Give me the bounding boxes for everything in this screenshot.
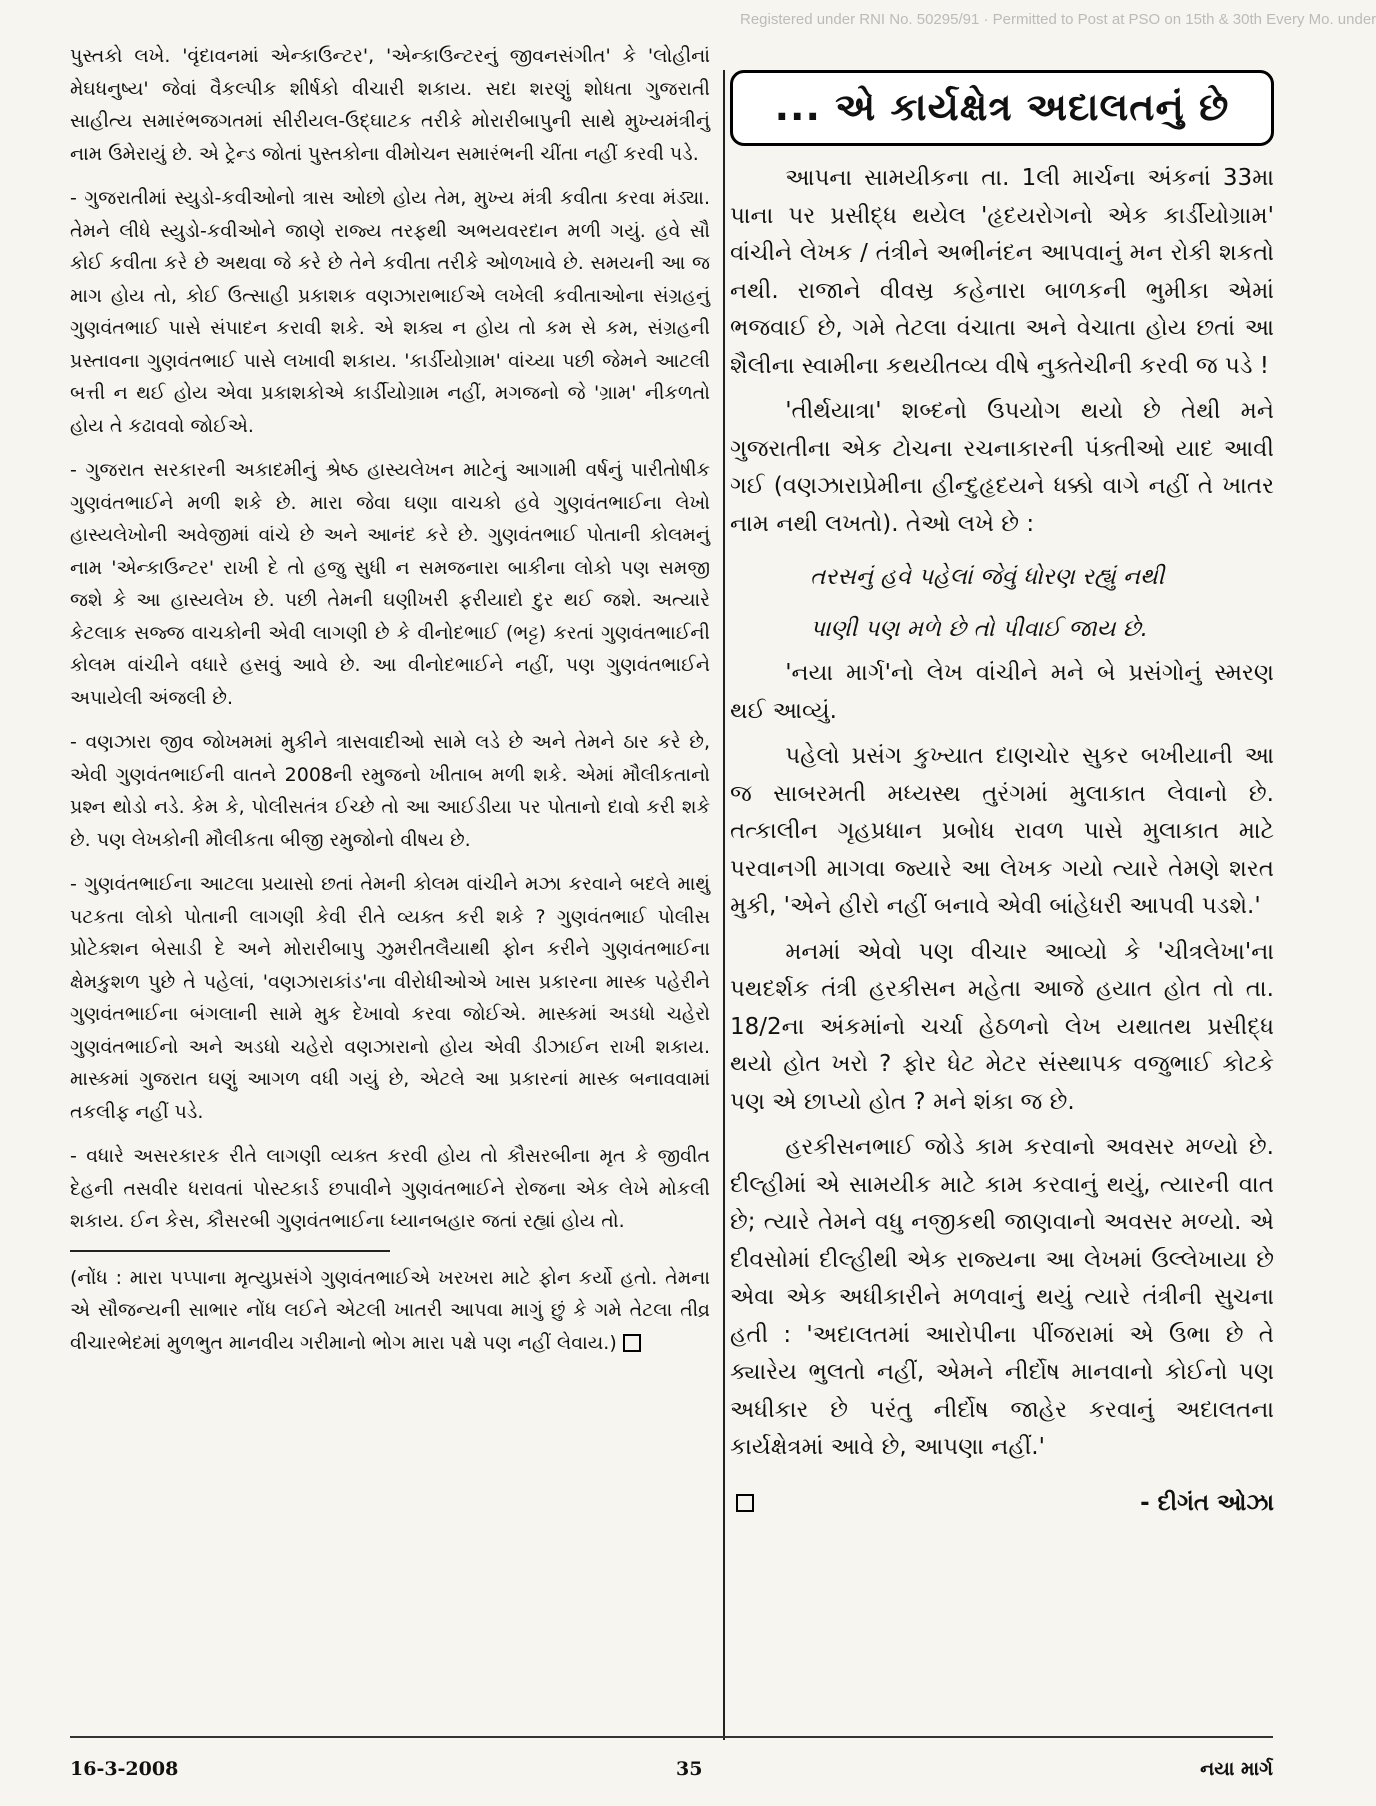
- left-paragraph-5: - ગુણવંતભાઈના આટલા પ્રયાસો છતાં તેમની કોલમ વાંચીને મઝા કરવાને બદલે માથું પટકતા લોકો પોતાની લાગણી કેવી રીતે વ્યક્ત કરી શકે ? ગુણવંતભાઈ પોલીસ પ્રોટેક્શન બેસાડી દે અને મોરારીબાપુ ઝુમરીતલૈયાથી ફોન કરીને ગુણવંતભાઈના ક્ષેમકુશળ પુછે તે પહેલાં, 'વણઝારાકાંડ'ના વીરોધીઓએ ખાસ પ્રકારના માસ્ક પહેરીને ગુણવંતભાઈના બંગલાની સામે મુક દેખાવો કરવા જોઈએ. માસ્કમાં અડધો ચહેરો ગુણવંતભાઈનો અને અડધો ચહેરો વણઝારાનો હોય એવી ડીઝાઈન રાખી શકાય. માસ્કમાં ગુજરાત ઘણું આગળ વધી ગયું છે, એટલે આ પ્રકારનાં માસ્ક બનાવવામાં તકલીફ નહીં પડે.: [70, 873, 711, 1123]
- article-headline: ... એ કાર્યક્ષેત્ર અદાલતનું છે: [730, 70, 1274, 146]
- right-paragraph-1: આપના સામયીકના તા. 1લી માર્ચના અંકનાં 33મા પાના પર પ્રસીદ્ધ થયેલ 'હૃદયરોગનો એક કાર્ડીયોગ્રામ' વાંચીને લેખક / તંત્રીને અભીનંદન આપવાનું મન રોકી શકતો નથી. રાજાને વીવસ્ર કહેનારા બાળકની ભુમીકા એમાં ભજવાઈ છે, ગમે તેટલા વંચાતા અને વેચાતા હોય છતાં આ શૈલીના સ્વામીના કથયીતવ્ય વીષે નુક્તેચીની કરવી જ પડે !: [730, 165, 1274, 379]
- right-paragraph-5: મનમાં એવો પણ વીચાર આવ્યો કે 'ચીત્રલેખા'ના પથદર્શક તંત્રી હરકીસન મહેતા આજે હયાત હોત તો તા. 18/2ના અંકમાંનો ચર્ચા હેઠળનો લેખ યથાતથ પ્રસીદ્ધ થયો હોત ખરો ? ફોર ધેટ મેટર સંસ્થાપક વજુભાઈ કોટકે પણ એ છાપ્યો હોત ? મને શંકા જ છે.: [730, 938, 1274, 1115]
- footer-rule: [70, 1736, 1273, 1738]
- column-divider: [723, 70, 725, 1740]
- left-paragraph-1: પુસ્તકો લખે. 'વૃંદાવનમાં એન્કાઉન્ટર', 'એન્કાઉન્ટરનું જીવનસંગીત' કે 'લોહીનાં મેઘધનુષ્ય' જેવાં વૈકલ્પીક શીર્ષકો વીચારી શકાય. સદા શરણું શોધતા ગુજરાતી સાહીત્ય સમારંભજગતમાં સીરીયલ-ઉદ્‌ઘાટક તરીકે મોરારીબાપુની સાથે મુખ્યમંત્રીનું નામ ઉમેરાયું છે. એ ટ્રેન્ડ જોતાં પુસ્તકોના વીમોચન સમારંભની ચીંતા નહીં કરવી પડે.: [70, 45, 710, 165]
- end-mark-icon: [736, 1494, 754, 1512]
- right-paragraph-3: 'નયા માર્ગ'નો લેખ વાંચીને મને બે પ્રસંગોનું સ્મરણ થઈ આવ્યું.: [730, 660, 1274, 724]
- author-note: [70, 1262, 710, 1360]
- publication-name: નયા માર્ગ: [1200, 1758, 1273, 1780]
- verse-line-2: પાણી પણ મળે છે તો પીવાઈ જાય છે.: [810, 616, 1148, 642]
- verse-line-1: તરસનું હવે પહેલાં જેવું ધોરણ રહ્યું નથી: [810, 564, 1165, 590]
- bleed-through-text: Registered under RNI No. 50295/91 · Permitted to Post at PSO on 15th & 30th Every Mo. under: [740, 11, 1376, 28]
- right-paragraph-2: 'તીર્થયાત્રા' શબ્દનો ઉપયોગ થયો છે તેથી મને ગુજરાતીના એક ટોચના રચનાકારની પંક્તીઓ યાદ આવી ગઈ (વણઝારાપ્રેમીના હીન્દુહૃદયને ધક્કો વાગે નહીં તે ખાતર નામ નથી લખતો). તેઓ લખે છે :: [730, 398, 1274, 537]
- end-mark-icon: [623, 1334, 641, 1352]
- author-signature: - દીગંત ઓઝા: [1140, 1489, 1274, 1516]
- left-paragraph-3: - ગુજરાત સરકારની અકાદમીનું શ્રેષ્ઠ હાસ્યલેખન માટેનું આગામી વર્ષનું પારીતોષીક ગુણવંતભાઈને મળી શકે છે. મારા જેવા ઘણા વાચકો હવે ગુણવંતભાઈના લેખો હાસ્યલેખોની અવેજીમાં વાંચે છે અને આનંદ કરે છે. ગુણવંતભાઈ પોતાની કોલમનું નામ 'એન્કાઉન્ટર' રાખી દે તો હજુ સુધી ન સમજનારા બાકીના લોકો પણ સમજી જશે કે આ હાસ્યલેખ છે. પછી તેમની ઘણીખરી ફરીયાદો દુર થઈ જશે. અત્યારે કેટલાક સજ્જ વાચકોની એવી લાગણી છે કે વીનોદભાઈ (ભટ્ટ) કરતાં ગુણવંતભાઈની કોલમ વાંચીને વધારે હસવું આવે છે. આ વીનોદભાઈને નહીં, પણ ગુણવંતભાઈને અપાયેલી અંજલી છે.: [70, 459, 710, 709]
- left-paragraph-6: - વધારે અસરકારક રીતે લાગણી વ્યક્ત કરવી હોય તો કૌસરબીના મૃત કે જીવીત દેહની તસવીર ધરાવતાં પોસ્ટકાર્ડ છપાવીને ગુણવંતભાઈને રોજના એક લેખે મોકલી શકાય. ઈન કેસ, કૌસરબી ગુણવંતભાઈના ધ્યાનબહાર જતાં રહ્યાં હોય તો.: [70, 1145, 710, 1232]
- issue-date: 16-3-2008: [70, 1758, 179, 1780]
- left-paragraph-2: - ગુજરાતીમાં સ્યુડો-કવીઓનો ત્રાસ ઓછો હોય તેમ, મુખ્ય મંત્રી કવીતા કરવા મંડ્યા. તેમને લીધે સ્યુડો-કવીઓને જાણે રાજ્ય તરફથી અભયવરદાન મળી ગયું. હવે સૌ કોઈ કવીતા કરે છે અથવા જે કરે છે તેને કવીતા તરીકે ઓળખાવે છે. સમયની આ જ માગ હોય તો, કોઈ ઉત્સાહી પ્રકાશક વણઝારાભાઈએ લખેલી કવીતાઓના સંગ્રહનું ગુણવંતભાઈ પાસે સંપાદન કરાવી શકે. એ શક્ય ન હોય તો કમ સે કમ, સંગ્રહની પ્રસ્તાવના ગુણવંતભાઈ પાસે લખાવી શકાય. 'કાર્ડીયોગ્રામ' વાંચ્યા પછી જેમને આટલી બત્તી ન થઈ હોય એવા પ્રકાશકોએ કાર્ડીયોગ્રામ નહીં, મગજનો જે 'ગ્રામ' નીકળતો હોય તે કઢાવવો જોઈએ.: [70, 187, 710, 437]
- signature-row: [730, 1485, 1274, 1523]
- page-number: 35: [675, 1758, 703, 1780]
- right-column: [730, 40, 1274, 1522]
- right-paragraph-6: હરકીસનભાઈ જોડે કામ કરવાનો અવસર મળ્યો છે. દીલ્હીમાં એ સામયીક માટે કામ કરવાનું થયું, ત્યારની વાત છે; ત્યારે તેમને વધુ નજીકથી જાણવાનો અવસર મળ્યો. એ દીવસોમાં દીલ્હીથી એક રાજ્યના આ લેખમાં ઉલ્લેખાયા છે એવા એક અધીકારીને મળવાનું થયું ત્યારે તંત્રીની સુચના હતી : 'અદાલતમાં આરોપીના પીંજરામાં એ ઉભા છે તે ક્યારેય ભુલતો નહીં, એમને નીર્દોષ માનવાનો કોઈનો પણ અધીકાર છે પરંતુ નીર્દોષ જાહેર કરવાનું અદાલતના કાર્યક્ષેત્રમાં આવે છે, આપણા નહીં.': [730, 1134, 1274, 1460]
- note-separator: [70, 1250, 390, 1252]
- right-paragraph-4: પહેલો પ્રસંગ કુખ્યાત દાણચોર સુકર બખીયાની આ જ સાબરમતી મધ્યસ્થ તુરંગમાં મુલાકાત લેવાનો છે. તત્કાલીન ગૃહપ્રધાન પ્રબોધ રાવળ પાસે મુલાકાત માટે પરવાનગી માગવા જ્યારે આ લેખક ગયો ત્યારે તેમણે શરત મુકી, 'એને હીરો નહીં બનાવે એવી બાંહેધરી આપવી પડશે.': [730, 743, 1274, 919]
- left-column: [70, 40, 710, 1371]
- author-note-text: (નોંધ : મારા પપ્પાના મૃત્યુપ્રસંગે ગુણવંતભાઈએ ખરખરા માટે ફોન કર્યો હતો. તેમના એ સૌજન્યની સાભાર નોંધ લઈને એટલી ખાતરી આપવા માગું છું કે ગમે તેટલા તીવ્ર વીચારભેદમાં મુળભુત માનવીય ગરીમાનો ભોગ મારા પક્ષે પણ નહીં લેવાય.): [70, 1266, 710, 1354]
- left-paragraph-4: - વણઝારા જીવ જોખમમાં મુકીને ત્રાસવાદીઓ સામે લડે છે અને તેમને ઠાર કરે છે, એવી ગુણવંતભાઈની વાતને 2008ની રમુજનો ખીતાબ મળી શકે. એમાં મૌલીકતાનો પ્રશ્ન થોડો નડે. કેમ કે, પોલીસતંત્ર ઈચ્છે તો આ આઈડીયા પર પોતાનો દાવો કરી શકે છે. પણ લેખકોની મૌલીકતા બીજી રમુજોનો વીષય છે.: [70, 731, 710, 851]
- page-footer: [70, 1758, 1273, 1780]
